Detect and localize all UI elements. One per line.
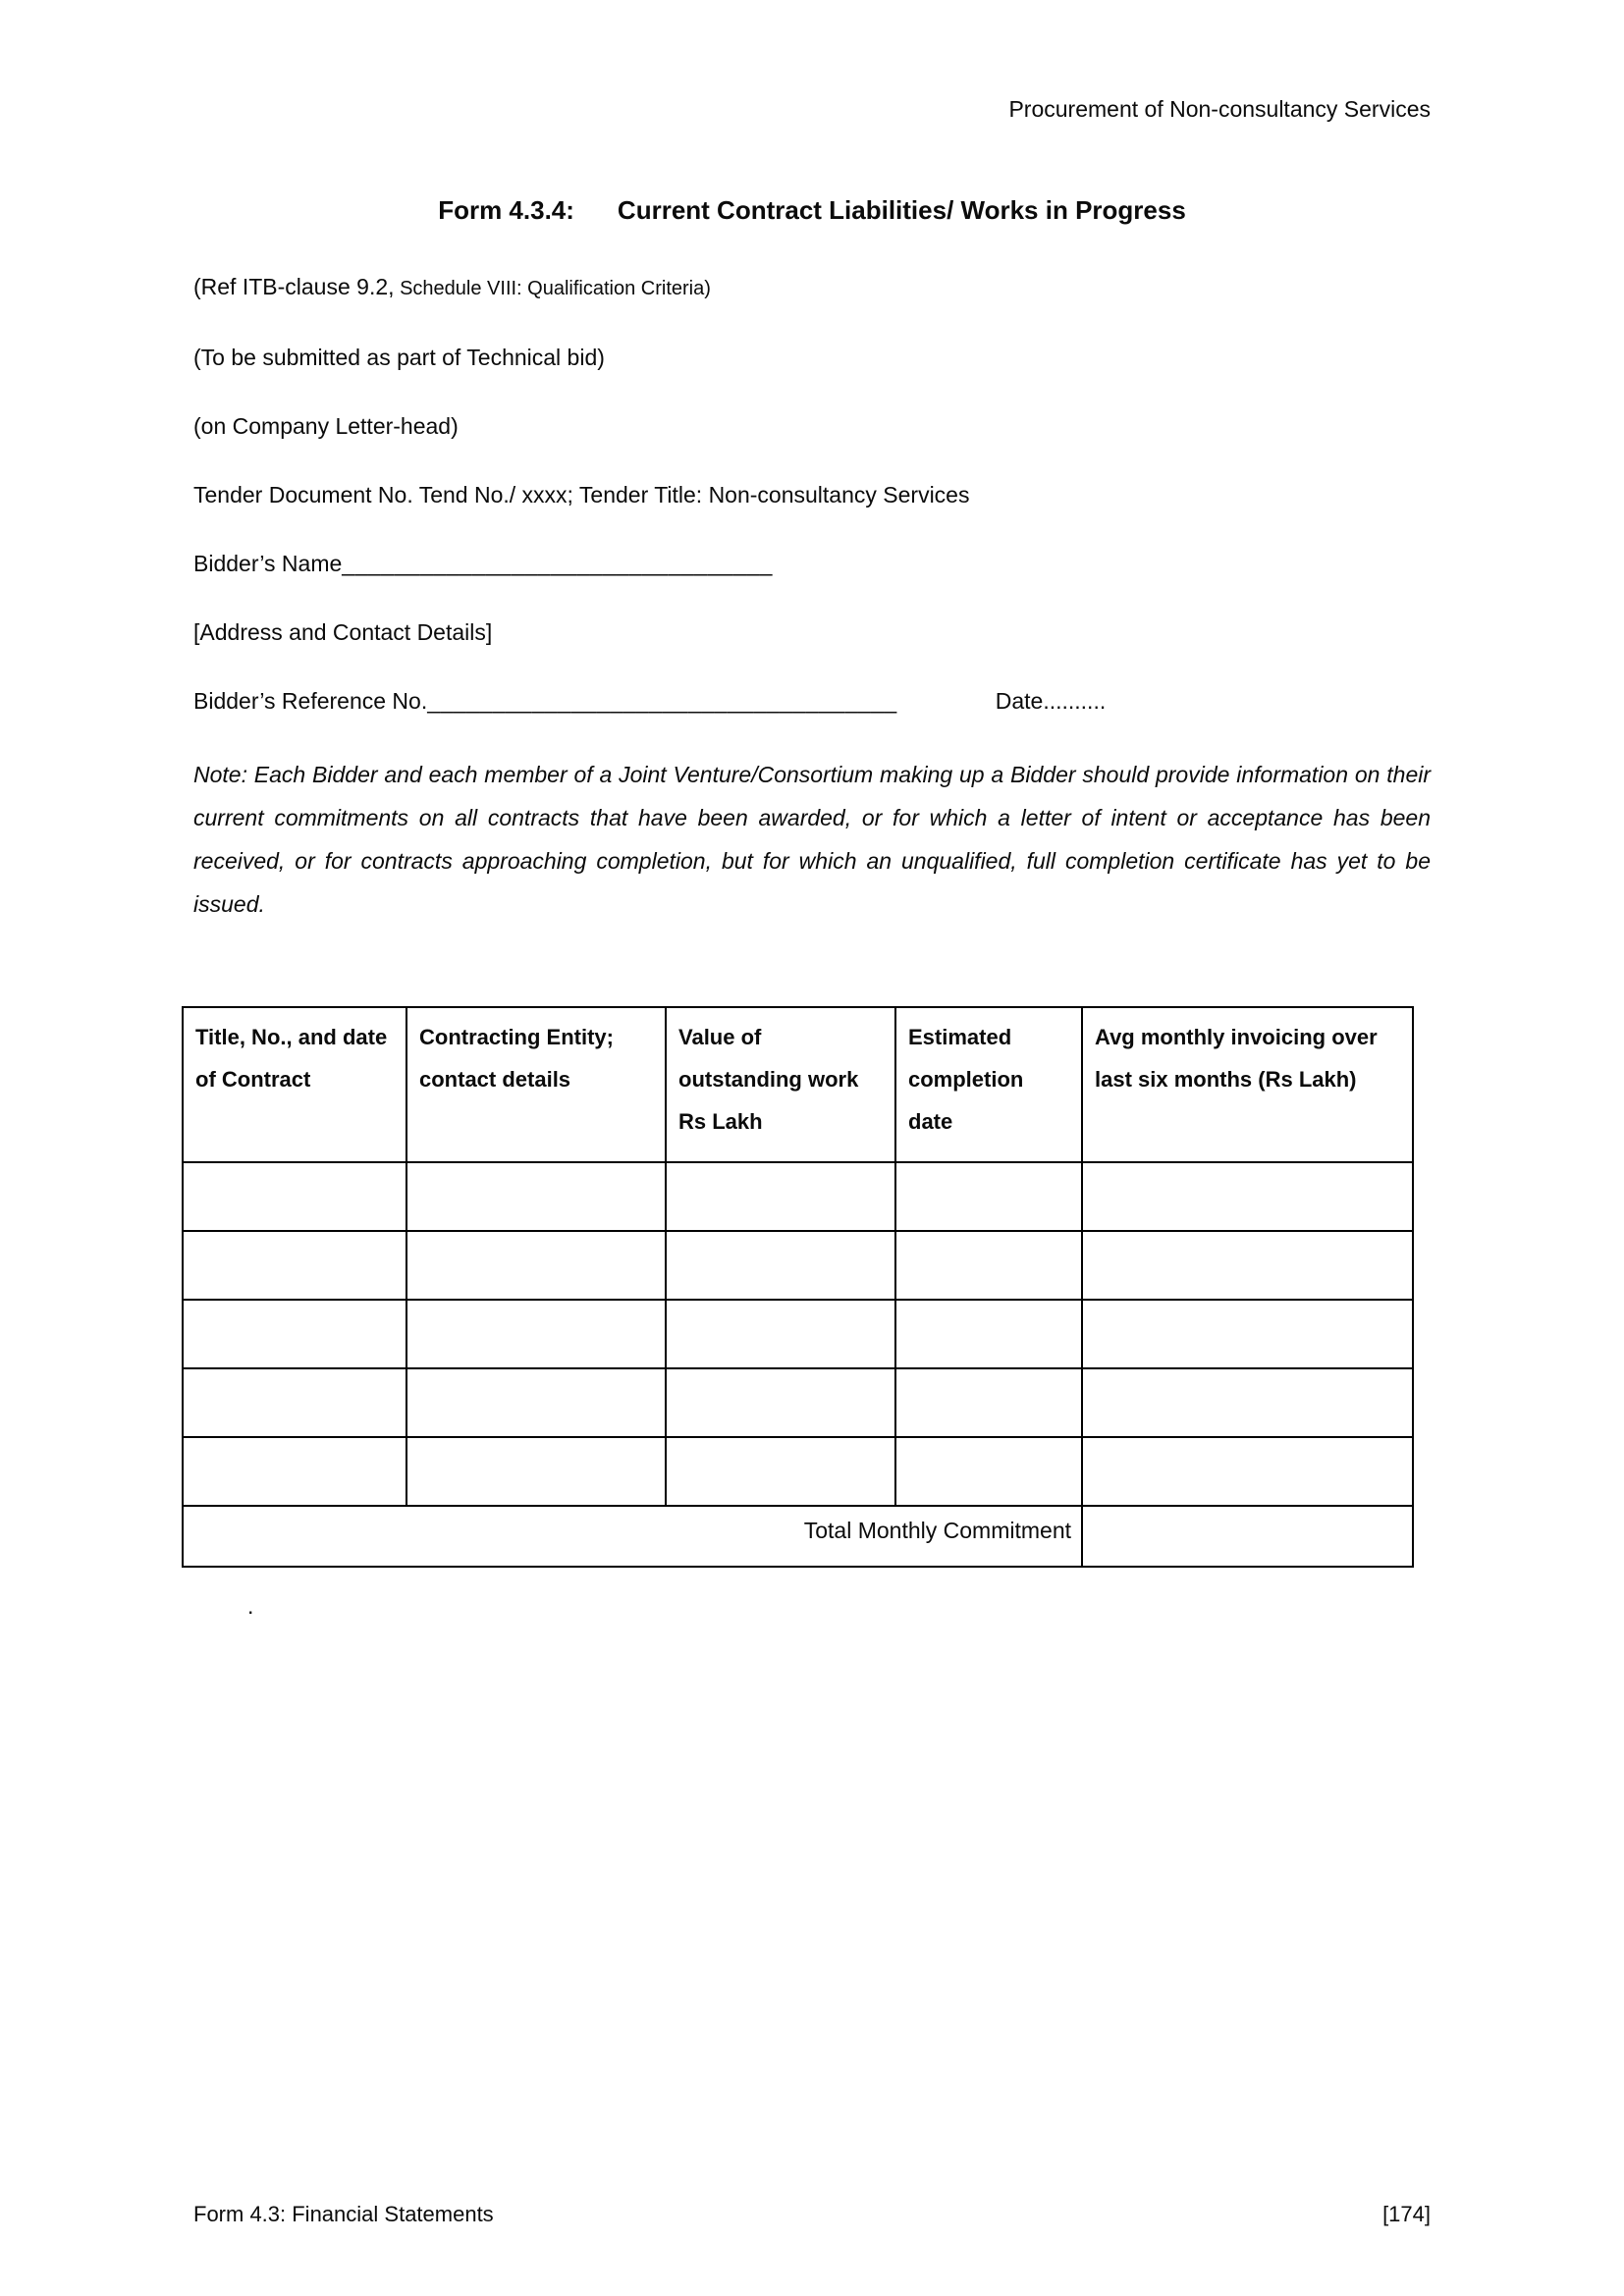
table-cell bbox=[895, 1231, 1082, 1300]
table-row bbox=[183, 1368, 1413, 1437]
tender-line: Tender Document No. Tend No./ xxxx; Tender Title: Non-consultancy Services bbox=[193, 482, 970, 507]
note-paragraph: Note: Each Bidder and each member of a Joint Venture/Consortium making up a Bidder should provide information on their current commitments on all contracts that have been awarded, or for which a letter of intent or acceptance has been received, or for contracts approaching completion, but for which an unqualified, full completion certificate has yet to be issued. bbox=[193, 762, 1431, 917]
date-label: Date.......... bbox=[995, 688, 1107, 714]
column-header-completion-date: Estimated completion date bbox=[895, 1007, 1082, 1162]
table-cell bbox=[183, 1300, 406, 1368]
table-row bbox=[183, 1300, 1413, 1368]
table-header-row bbox=[183, 1007, 1413, 1162]
total-label-cell: Total Monthly Commitment bbox=[183, 1506, 1082, 1567]
form-title-text: Current Contract Liabilities/ Works in Progress bbox=[617, 195, 1186, 225]
table-cell bbox=[1082, 1368, 1413, 1437]
table-cell bbox=[666, 1437, 895, 1506]
table-cell bbox=[895, 1437, 1082, 1506]
table-cell bbox=[406, 1437, 666, 1506]
form-title-label: Form 4.3.4: bbox=[438, 195, 574, 225]
footer-right: [174] bbox=[1382, 2202, 1431, 2226]
address-line: [Address and Contact Details] bbox=[193, 619, 493, 645]
total-row bbox=[183, 1506, 1413, 1567]
table-cell bbox=[406, 1162, 666, 1231]
table-cell bbox=[406, 1300, 666, 1368]
form-title bbox=[193, 192, 1431, 228]
table-cell bbox=[895, 1162, 1082, 1231]
table-cell bbox=[666, 1368, 895, 1437]
page-header bbox=[193, 94, 1431, 124]
column-header-contract-title: Title, No., and date of Contract bbox=[183, 1007, 406, 1162]
table-cell bbox=[1082, 1231, 1413, 1300]
table-row bbox=[183, 1231, 1413, 1300]
table-cell bbox=[183, 1437, 406, 1506]
column-header-contracting-entity: Contracting Entity; contact details bbox=[406, 1007, 666, 1162]
table-cell bbox=[895, 1300, 1082, 1368]
table-row bbox=[183, 1162, 1413, 1231]
table-row bbox=[183, 1437, 1413, 1506]
ref-line bbox=[193, 270, 1431, 305]
contracts-table bbox=[182, 1006, 1414, 1568]
header-text: Procurement of Non-consultancy Services bbox=[1008, 96, 1431, 122]
table-cell bbox=[1082, 1300, 1413, 1368]
bidder-name-blank: _________________________________ bbox=[342, 551, 773, 576]
footer-left: Form 4.3: Financial Statements bbox=[193, 2202, 494, 2226]
column-header-outstanding-value: Value of outstanding work Rs Lakh bbox=[666, 1007, 895, 1162]
page-content bbox=[193, 192, 1431, 1620]
table-cell bbox=[895, 1368, 1082, 1437]
reference-blank: ____________________________________ bbox=[427, 688, 897, 714]
letterhead-line: (on Company Letter-head) bbox=[193, 413, 459, 439]
bidder-name-line bbox=[193, 547, 1431, 580]
table-cell bbox=[183, 1162, 406, 1231]
reference-line bbox=[193, 684, 1431, 718]
table-cell bbox=[666, 1162, 895, 1231]
submission-line: (To be submitted as part of Technical bid) bbox=[193, 345, 605, 370]
table-cell bbox=[666, 1231, 895, 1300]
table-cell bbox=[1082, 1162, 1413, 1231]
page-footer bbox=[193, 2201, 1431, 2228]
total-value-cell bbox=[1082, 1506, 1413, 1567]
ref-line-small: Schedule VIII: Qualification Criteria) bbox=[394, 278, 711, 299]
below-table-dot: . bbox=[247, 1593, 254, 1619]
bidder-name-label: Bidder’s Name bbox=[193, 551, 343, 576]
ref-line-main: (Ref ITB-clause 9.2, bbox=[193, 274, 395, 299]
table-cell bbox=[183, 1231, 406, 1300]
table-cell bbox=[406, 1231, 666, 1300]
table-cell bbox=[183, 1368, 406, 1437]
table-cell bbox=[666, 1300, 895, 1368]
table-cell bbox=[1082, 1437, 1413, 1506]
reference-label: Bidder’s Reference No. bbox=[193, 688, 428, 714]
column-header-avg-invoicing: Avg monthly invoicing over last six months (Rs Lakh) bbox=[1082, 1007, 1413, 1162]
table-cell bbox=[406, 1368, 666, 1437]
